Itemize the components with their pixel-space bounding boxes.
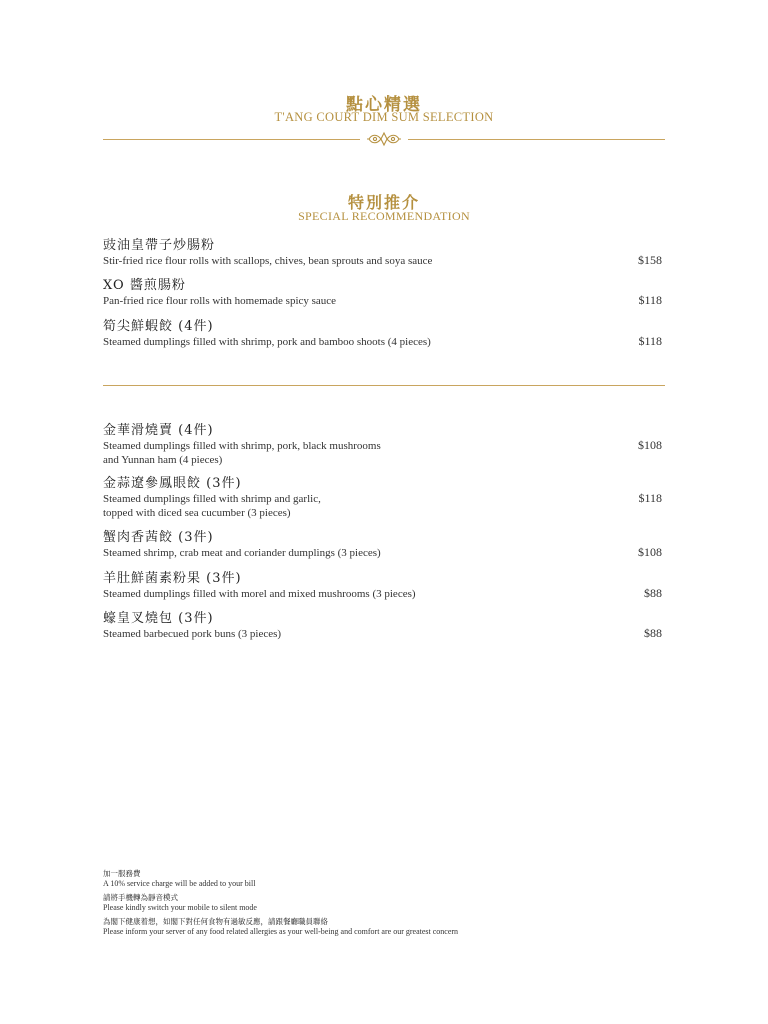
section-divider [103,385,665,386]
item-desc-en: Steamed dumplings filled with shrimp and garlic, topped with diced sea cucumber (3 pieces) [103,493,321,519]
page-title-zh: 點心精選 [346,95,422,115]
menu-item [103,530,665,560]
note-zh: 加一服務費 [103,869,141,878]
note-zh: 請將手機轉為靜音模式 [103,893,178,902]
menu-item [103,571,665,601]
item-price: $158 [638,253,662,267]
note-en: Please kindly switch your mobile to silent mode [103,903,257,912]
item-desc-en: Steamed dumplings filled with shrimp, pork and bamboo shoots (4 pieces) [103,336,431,348]
item-price: $118 [638,293,662,307]
item-price: $118 [638,334,662,348]
ornament-icon [366,130,402,148]
menu-item [103,278,665,308]
item-desc-en: Pan-fried rice flour rolls with homemade spicy sauce [103,295,337,307]
item-name-zh: XO 醬煎腸粉 [103,278,186,293]
item-desc-en: Stir-fried rice flour rolls with scallops, chives, bean sprouts and soya sauce [103,255,433,267]
item-desc-en: Steamed shrimp, crab meat and coriander dumplings (3 pieces) [103,547,381,559]
menu-item [103,476,665,520]
item-price: $108 [638,438,662,452]
item-price: $88 [644,626,662,640]
item-name-zh: 羊肚鮮菌素粉果 (3件) [103,571,242,586]
menu-item [103,238,665,268]
item-name-zh: 金華滑燒賣 (4件) [103,423,214,438]
header-rule-right [408,139,665,140]
note-zh: 為閣下健康着想，如閣下對任何食物有過敏反應，請跟餐廳職員聯絡 [103,917,328,926]
item-name-zh: 蟹肉香茜餃 (3件) [103,530,214,545]
item-name-zh: 豉油皇帶子炒腸粉 [103,238,216,253]
item-name-zh: 蠔皇叉燒包 (3件) [103,611,214,626]
item-name-zh: 金蒜遼參鳳眼餃 (3件) [103,476,242,491]
header-rule-left [103,139,360,140]
menu-item [103,319,665,349]
item-desc-en: Steamed barbecued pork buns (3 pieces) [103,628,282,640]
special-title-zh: 特別推介 [347,193,420,212]
menu-item [103,611,665,641]
item-price: $88 [644,586,662,600]
special-title-en: SPECIAL RECOMMENDATION [298,209,470,223]
item-desc-en: Steamed dumplings filled with morel and mixed mushrooms (3 pieces) [103,588,416,600]
item-price: $108 [638,545,662,559]
item-price: $118 [638,491,662,505]
note-en: A 10% service charge will be added to your bill [103,879,256,888]
item-name-zh: 筍尖鮮蝦餃 (4件) [103,319,214,334]
menu-item [103,423,665,467]
item-desc-en: Steamed dumplings filled with shrimp, pork, black mushrooms and Yunnan ham (4 pieces) [103,440,381,466]
note-en: Please inform your server of any food related allergies as your well-being and comfort are our greatest concern [103,927,459,936]
page-title-en: T'ANG COURT DIM SUM SELECTION [274,110,494,124]
footer-notes [103,869,703,937]
